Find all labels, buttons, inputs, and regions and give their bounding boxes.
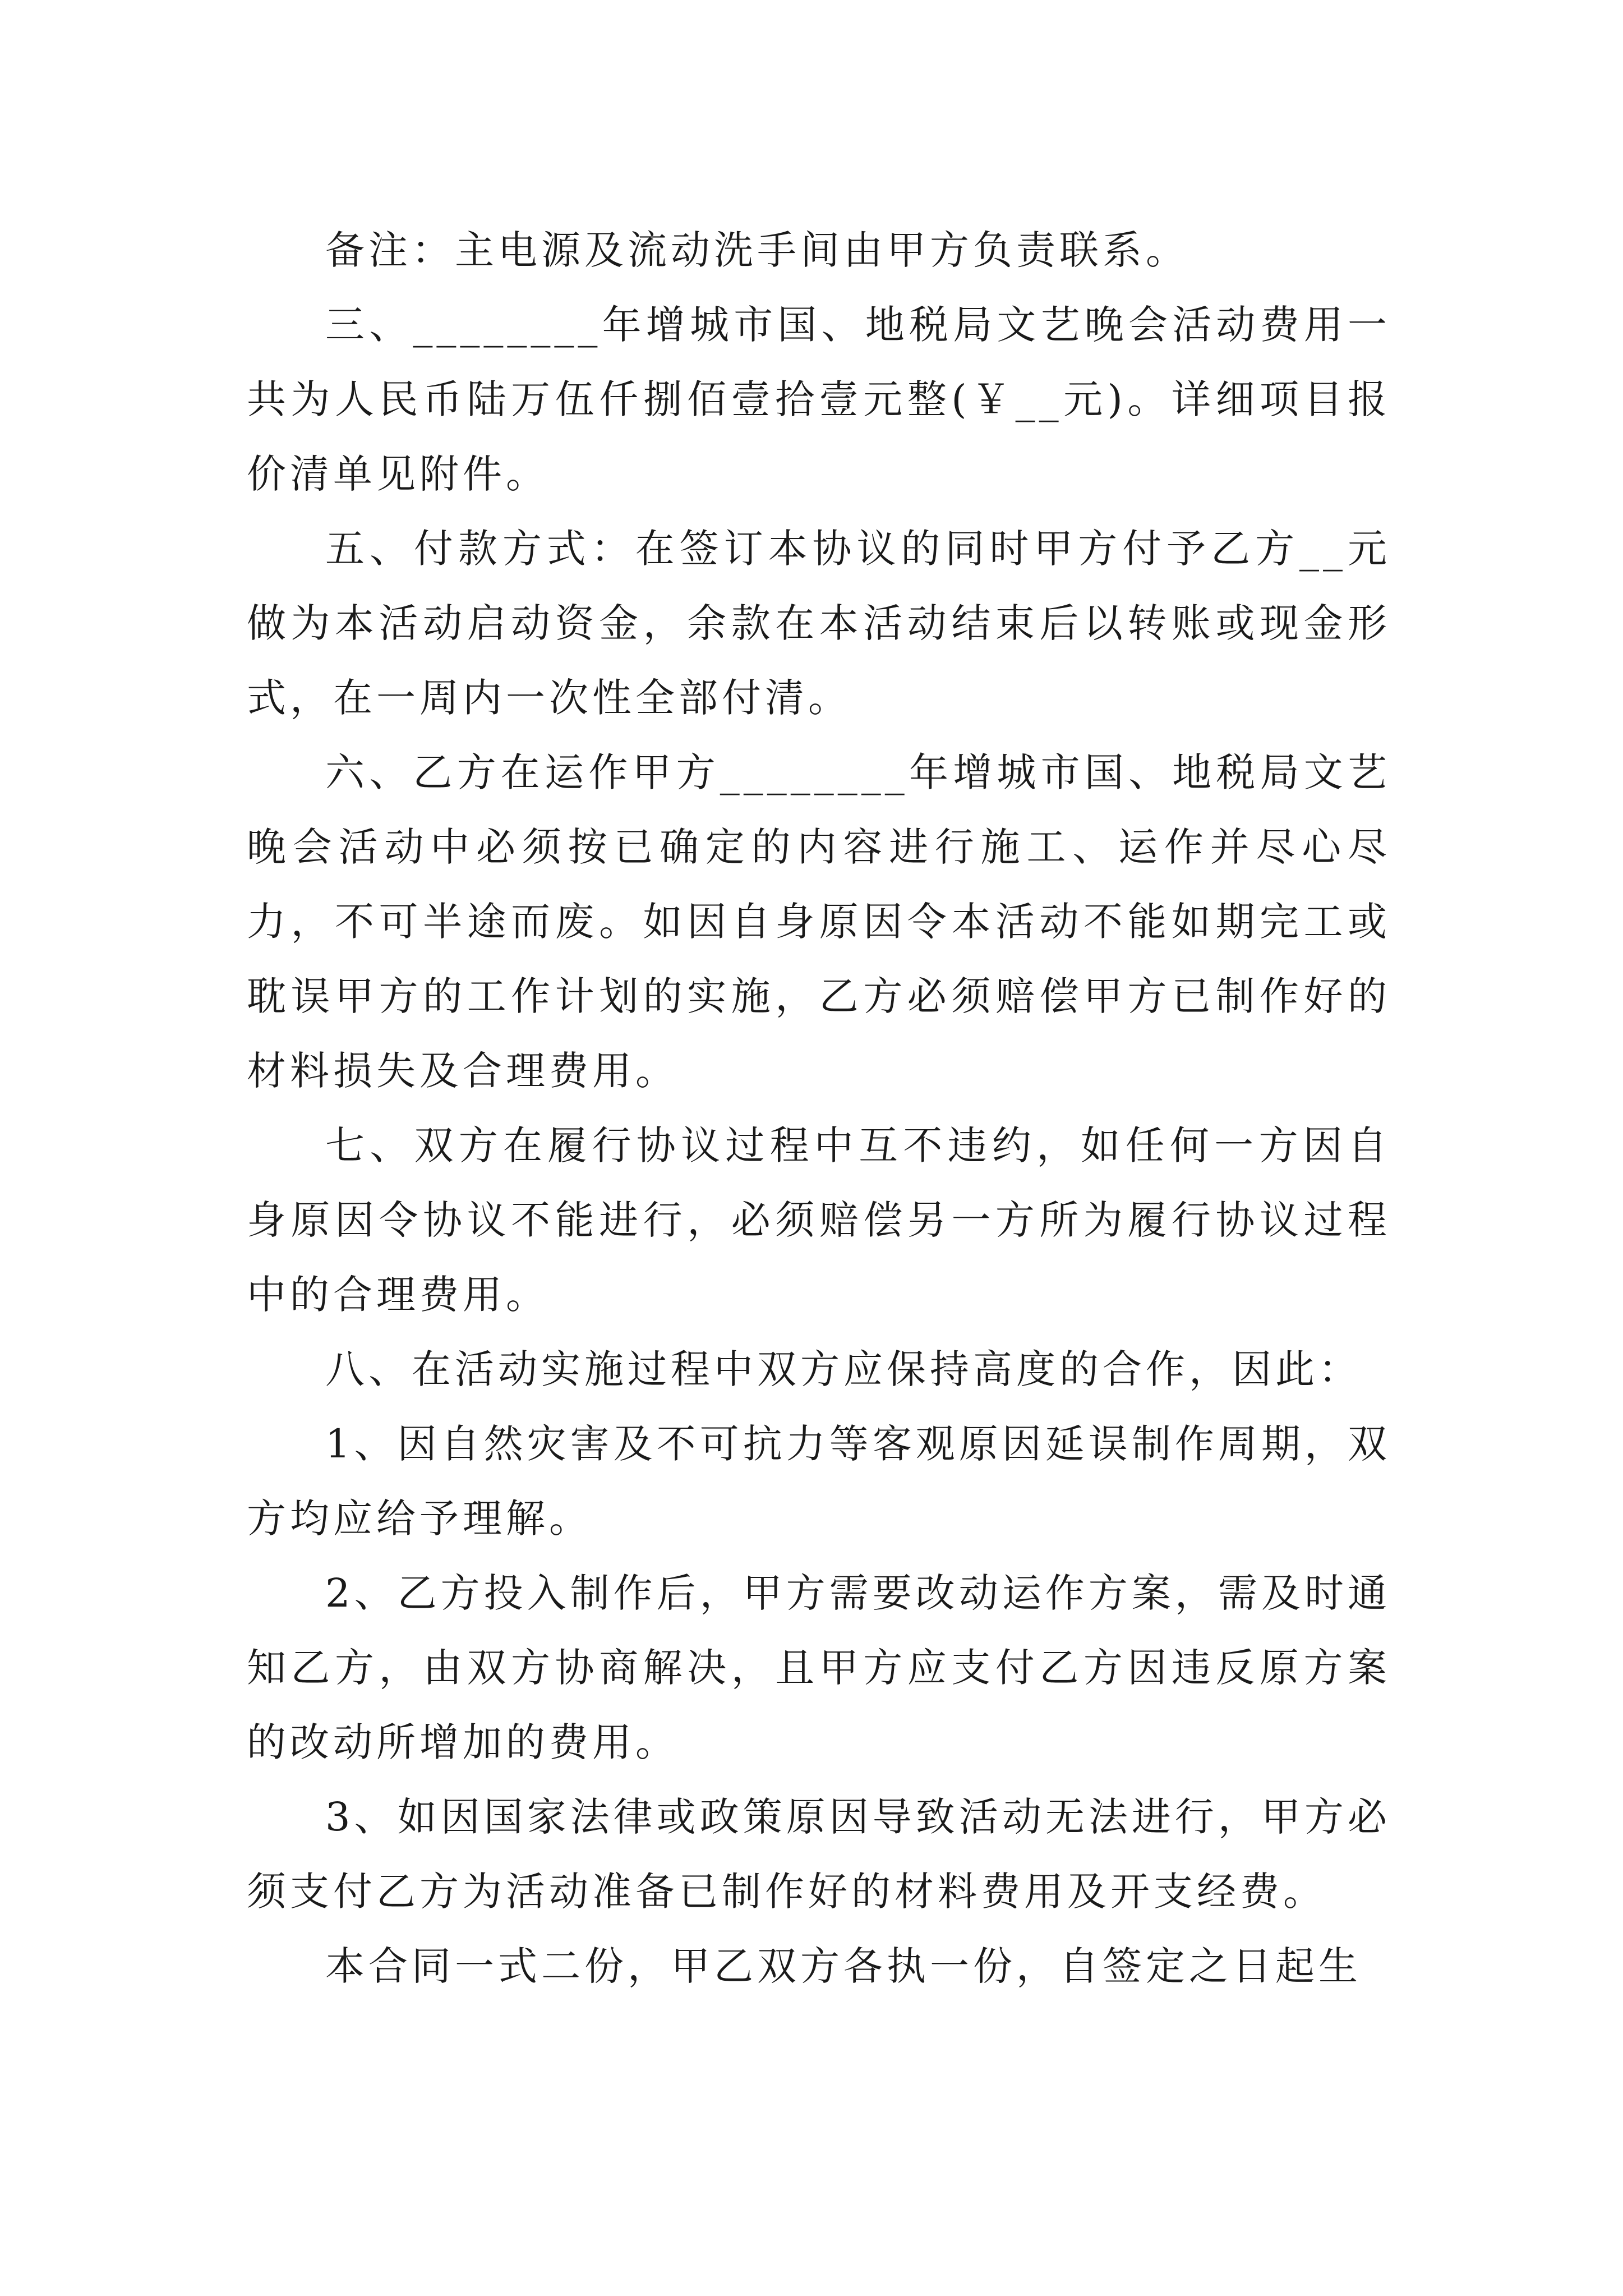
paragraph-item-2: 2、乙方投入制作后，甲方需要改动运作方案，需及时通知乙方，由双方协商解决，且甲方应支付乙方因违反原方案的改动所增加的费用。: [247, 1570, 1391, 1765]
paragraph-item-3: 3、如因国家法律或政策原因导致活动无法进行，甲方必须支付乙方为活动准备已制作好的材料费用及开支经费。: [247, 1794, 1391, 1915]
paragraph-clause-7: 七、双方在履行协议过程中互不违约，如任何一方因自身原因令协议不能进行，必须赔偿另一方所为履行协议过程中的合理费用。: [247, 1122, 1391, 1318]
paragraph-clause-6: 六、乙方在运作甲方________年增城市国、地税局文艺晚会活动中必须按已确定的内容进行施工、运作并尽心尽力，不可半途而废。如因自身原因令本活动不能如期完工或耽误甲方的工作计划的实施，乙方必须赔偿甲方已制作好的材料损失及合理费用。: [247, 749, 1391, 1094]
paragraph-clause-3: 三、________年增城市国、地税局文艺晚会活动费用一共为人民币陆万伍仟捌佰壹拾壹元整(￥__元)。详细项目报价清单见附件。: [247, 302, 1391, 497]
document-page: [247, 213, 1391, 2004]
paragraph-item-1: 1、因自然灾害及不可抗力等客观原因延误制作周期，双方均应给予理解。: [247, 1421, 1391, 1542]
paragraph-clause-5: 五、付款方式：在签订本协议的同时甲方付予乙方__元做为本活动启动资金，余款在本活动结束后以转账或现金形式，在一周内一次性全部付清。: [247, 526, 1391, 721]
paragraph-clause-8: 八、在活动实施过程中双方应保持高度的合作，因此：: [325, 1346, 1362, 1392]
paragraph-remark: 备注：主电源及流动洗手间由甲方负责联系。: [325, 227, 1189, 273]
paragraph-copies: 本合同一式二份，甲乙双方各执一份，自签定之日起生: [325, 1943, 1362, 1989]
